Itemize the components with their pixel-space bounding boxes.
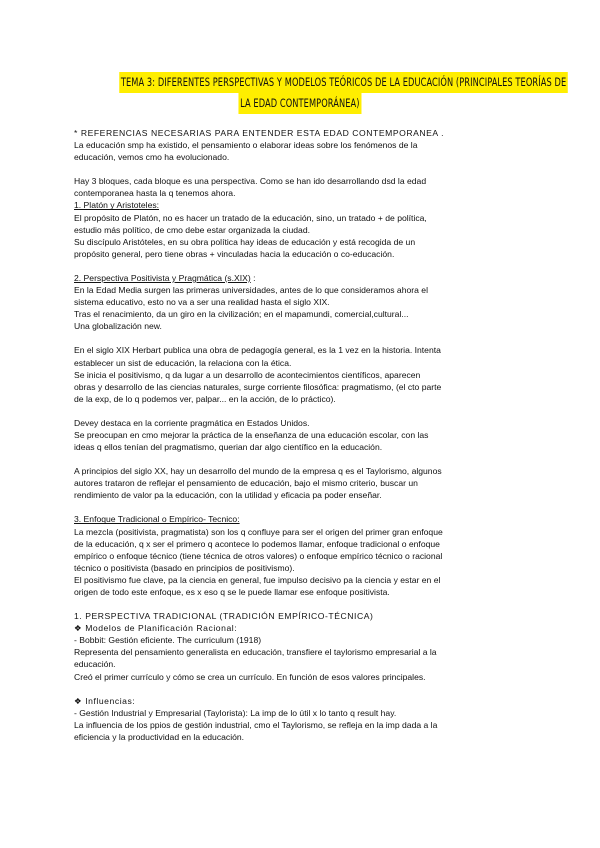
- section-heading-tail: :: [250, 272, 256, 283]
- perspective-heading: 1. PERSPECTIVA TRADICIONAL (TRADICIÓN EMPÍRICO-TÉCNICA): [74, 611, 374, 622]
- paragraph-line: Una globalización new.: [74, 321, 162, 332]
- paragraph-line: ideas q ellos tenían del pragmatismo, querian dar algo científico en la educación.: [74, 442, 383, 453]
- intro-line: Hay 3 bloques, cada bloque es una perspectiva. Como se han ido desarrollando dsd la edad: [74, 176, 427, 187]
- intro-line: educación, vemos cmo ha evolucionado.: [74, 152, 230, 163]
- paragraph-line: empírico o enfoque técnico (tiene técnica de otros valores) o enfoque empírico técnico o racional: [74, 550, 443, 561]
- document-body: [74, 127, 529, 743]
- paragraph-line: estudio más político, de cmo debe estar organizada la ciudad.: [74, 224, 310, 235]
- paragraph-line: sistema educativo, esto no va a ser una realidad hasta el siglo XIX.: [74, 297, 330, 308]
- paragraph-line: La influencia de los ppios de gestión industrial, cmo el Taylorismo, se refleja en la imp dada a la: [74, 719, 438, 730]
- paragraph-line: Creó el primer currículo y cómo se crea un currículo. En función de esos valores principales.: [74, 671, 426, 682]
- paragraph-line: Representa del pensamiento generalista en educación, transfiere el taylorismo empresarial a la: [74, 647, 437, 658]
- paragraph-line: Se preocupan en cmo mejorar la práctica de la enseñanza de una educación escolar, con las: [74, 429, 429, 440]
- paragraph-line: El positivismo fue clave, pa la ciencia en general, fue impulso decisivo pa la ciencia y estar en el: [74, 574, 441, 585]
- title-line-1: TEMA 3: DIFERENTES PERSPECTIVAS Y MODELOS TEÓRICOS DE LA EDUCACIÓN (PRINCIPALES TEORÍAS DE: [119, 72, 568, 93]
- subheading: ❖ Influencias:: [74, 695, 136, 706]
- paragraph-line: En la Edad Media surgen las primeras universidades, antes de lo que consideramos ahora el: [74, 285, 428, 296]
- subheading: ❖ Modelos de Planificación Racional:: [74, 623, 238, 634]
- paragraph-line: propósito general, pero tiene obras + vinculadas hacia la educación o co-educación.: [74, 248, 395, 259]
- paragraph-line: origen de todo este enfoque, es x eso q se le puede llamar ese enfoque positivista.: [74, 587, 390, 597]
- intro-line: La educación smp ha existido, el pensamiento o elaborar ideas sobre los fenómenos de la: [74, 140, 418, 151]
- paragraph-line: técnico o positivista (basado en principios de positivismo).: [74, 562, 295, 573]
- intro-line: * REFERENCIAS NECESARIAS PARA ENTENDER ESTA EDAD CONTEMPORANEA .: [74, 128, 445, 138]
- paragraph-line: de la exp, de lo q podemos ver, palpar... en la acción, de lo práctico).: [74, 393, 336, 404]
- section-heading-row: [74, 272, 529, 284]
- paragraph-line: Su discípulo Aristóteles, en su obra política hay ideas de educación y está recogida de un: [74, 236, 416, 247]
- paragraph-line: de la educación, q x ser el primero q acontece lo podemos llamar, enfoque tradicional o enfoque: [74, 538, 440, 549]
- paragraph-line: La mezcla (positivista, pragmatista) son los q confluye para ser el origen del primer gran enfoque: [74, 526, 443, 537]
- paragraph-line: Se inicia el positivismo, q da lugar a un desarrollo de acontecimientos científicos, aparecen: [74, 369, 421, 380]
- paragraph-line: establecer un sist de educación, la relaciona con la ética.: [74, 357, 292, 368]
- paragraph-line: educación.: [74, 659, 116, 670]
- section-heading: 2. Perspectiva Positivista y Pragmática (s.XIX): [74, 272, 251, 283]
- paragraph-line: rendimiento de valor pa la educación, con la utilidad y eficacia pa poder enseñar.: [74, 490, 382, 501]
- paragraph-line: El propósito de Platón, no es hacer un tratado de la educación, sino, un tratado + de política,: [74, 212, 427, 223]
- paragraph-line: eficiencia y la productividad en la educación.: [74, 731, 245, 742]
- paragraph-line: - Bobbit: Gestión eficiente. The curriculum (1918): [74, 635, 262, 646]
- paragraph-line: - Gestión Industrial y Empresarial (Taylorista): La imp de lo útil x lo tanto q result hay.: [74, 707, 397, 718]
- paragraph-line: A principios del siglo XX, hay un desarrollo del mundo de la empresa q es el Taylorismo, algunos: [74, 466, 442, 477]
- intro-line: contemporanea hasta la q tenemos ahora.: [74, 188, 236, 199]
- title-line-2: LA EDAD CONTEMPORÁNEA): [239, 93, 362, 114]
- paragraph-line: autores trataron de reflejar el pensamiento de educación, bajo el mismo criterio, buscar un: [74, 478, 418, 489]
- section-heading: 3. Enfoque Tradicional o Empírico- Tecnico:: [74, 514, 240, 525]
- paragraph-line: Devey destaca en la corriente pragmática en Estados Unidos.: [74, 417, 310, 428]
- paragraph-line: En el siglo XIX Herbart publica una obra de pedagogía general, es la 1 vez en la historia. Intenta: [74, 345, 441, 356]
- document-title: [70, 72, 567, 114]
- section-heading: 1. Platón y Aristoteles:: [74, 200, 160, 211]
- paragraph-line: obras y desarrollo de las ciencias naturales, surge corriente filosófica: pragmatismo, (el cto parte: [74, 381, 442, 392]
- paragraph-line: Tras el renacimiento, da un giro en la civilización; en el mapamundi, comercial,cultural...: [74, 309, 409, 320]
